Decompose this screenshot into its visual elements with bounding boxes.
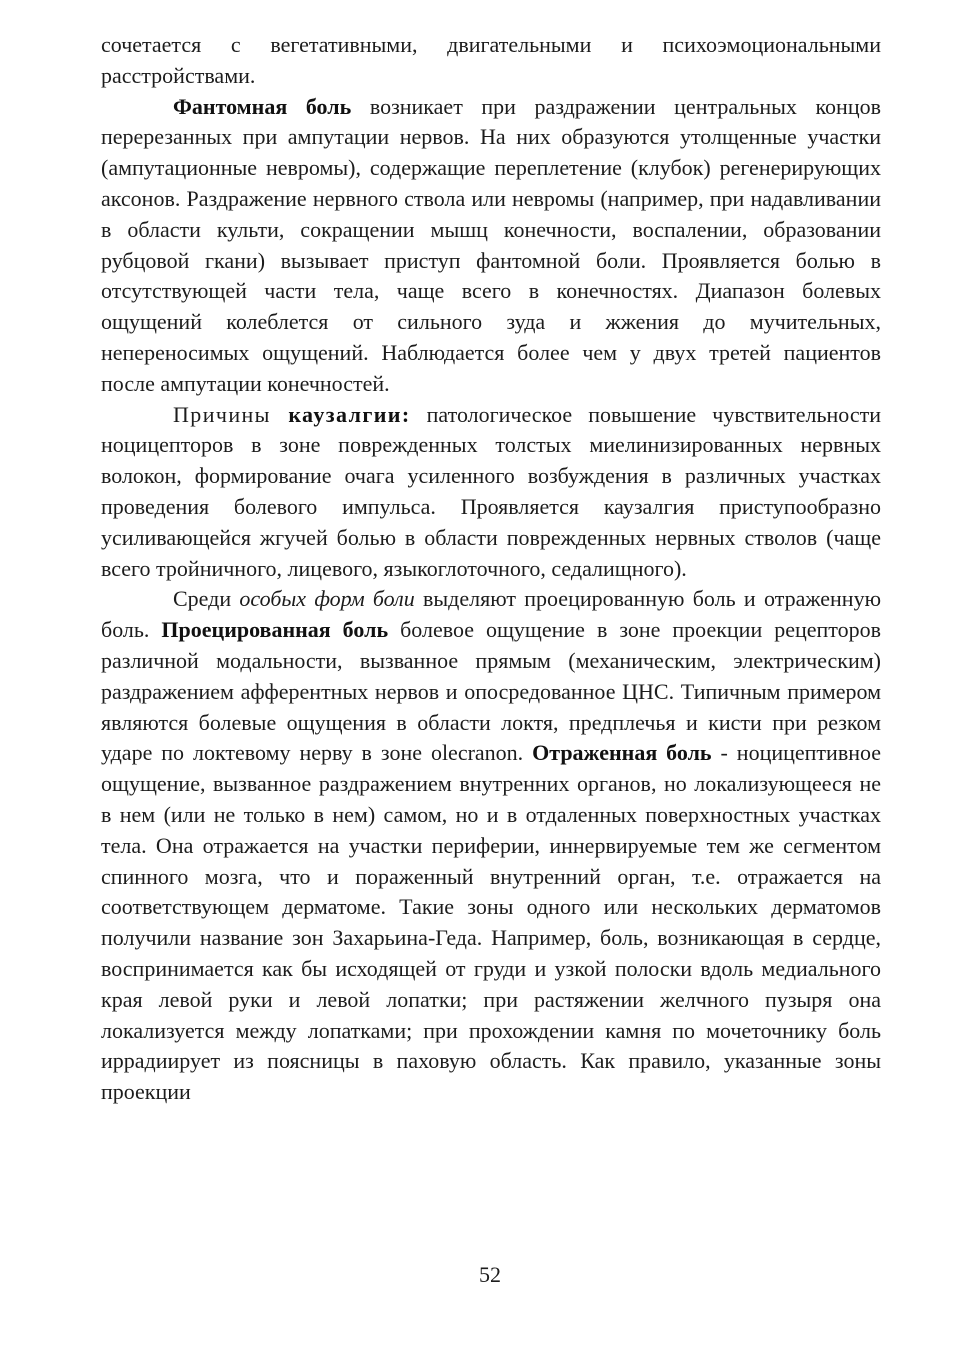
special-forms-text-2: болевое ощущение в зоне проекции рецепторов различной модальности, вызванное прямым (механическим, электрическим) раздражением афферентных нервов и опосредованное ЦНС. Типичным примером являются болевые ощущения в области локтя, предплечья и кисти при резком ударе по локтевому нерву в зоне olecranon. bbox=[101, 617, 881, 766]
phantom-pain-text: возникает при раздражении центральных концов перерезанных при ампутации нервов. На них образуются утолщенные участки (ампутационные невромы), содержащие переплетение (клубок) регенерирующих аксонов. Раздражение нервного ствола или невромы (например, при надавливании в области культи, сокращении мышц конечности, воспалении, образовании рубцовой гкани) вызывает приступ фантомной боли. Проявляется болью в отсутствующей части тела, чаще всего в конечностях. Диапазон болевых ощущений колеблется от сильного зуда и жжения до мучительных, непереносимых ощущений. Наблюдается более чем у двух третей пациентов после ампутации конечностей. bbox=[101, 93, 881, 396]
page-number: 52 bbox=[479, 1262, 501, 1287]
paragraph-special-pain-forms bbox=[101, 584, 881, 1108]
paragraph-continuation: сочетается с вегетативными, двигательными и психоэмоциональными расстройствами. bbox=[101, 32, 881, 88]
paragraph-phantom-pain bbox=[101, 92, 881, 400]
term-causalgia: каузалгии: bbox=[288, 401, 411, 427]
causalgia-text: патологическое повышение чувствительности ноцицепторов в зоне поврежденных толстых миелинизированных нервных волокон, формирование очага усиленного возбуждения в различных участках проведения болевого импульса. Проявляется каузалгия приступообразно усиливающейся жгучей болью в области поврежденных нервных стволов (чаще всего тройничного, лицевого, языкоглоточного, седалищного). bbox=[101, 401, 881, 581]
term-referred-pain: Отраженная боль bbox=[532, 740, 712, 766]
term-projected-pain: Проецированная боль bbox=[161, 617, 389, 643]
special-forms-text-3: - ноцицептивное ощущение, вызванное раздражением внутренних органов, но локализующееся не в нем (или не только в нем) самом, но и в отдаленных поверхностных участках тела. Она отражается на участки периферии, иннервируемые тем же сегментом спинного мозга, что и пораженный внутренний орган, т.е. отражается на соответствующем дерматоме. Такие зоны одного или нескольких дерматомов получили название зон Захарьина-Геда. Например, боль, возникающая в сердце, воспринимается как бы исходящей от груди и узкой полоски вдоль медиального края левой руки и левой лопатки; при растяжении желчного пузыря она локализуется между лопатками; при прохождении камня по мочеточнику боль иррадиирует из поясницы в паховую область. Как правило, указанные зоны проекции bbox=[101, 740, 882, 1105]
body-text bbox=[101, 30, 881, 1108]
special-forms-text-1: выделяют проецированную боль и отраженную боль. bbox=[101, 586, 882, 643]
causalgia-lead: Причины bbox=[173, 401, 289, 427]
special-forms-lead: Среди bbox=[173, 586, 240, 612]
paragraph-causalgia bbox=[101, 400, 881, 585]
special-forms-italic: особых форм боли bbox=[239, 586, 415, 612]
term-phantom-pain: Фантомная боль bbox=[173, 93, 352, 119]
